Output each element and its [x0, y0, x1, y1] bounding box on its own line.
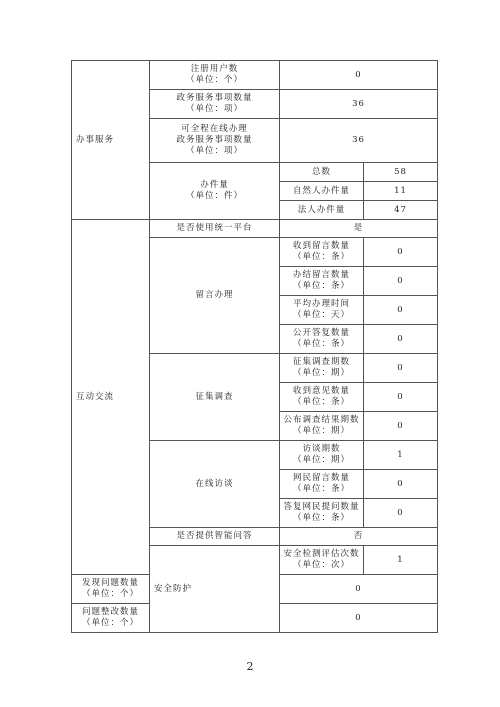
section-title-gov-services: 办事服务	[72, 61, 150, 220]
handled-legal-label: 法人办件量	[280, 201, 364, 220]
interview-periods-label: 访谈期数 （单位：期）	[280, 441, 364, 470]
unified-platform-value: 是	[280, 220, 438, 238]
handled-natural-value: 11	[364, 182, 438, 201]
survey-label: 征集调查	[150, 354, 280, 441]
messages-received-label: 收到留言数量 （单位：条）	[280, 238, 364, 267]
smart-qa-label: 是否提供智能问答	[150, 528, 280, 546]
messages-closed-value: 0	[364, 267, 438, 296]
service-items-value: 36	[280, 90, 438, 119]
online-items-label: 可全程在线办理 政务服务事项数量 （单位：项）	[150, 119, 280, 163]
registered-users-value: 0	[280, 61, 438, 90]
messages-received-value: 0	[364, 238, 438, 267]
handled-total-value: 58	[364, 163, 438, 182]
survey-opinions-value: 0	[364, 383, 438, 412]
survey-results-value: 0	[364, 412, 438, 441]
statistics-table	[71, 60, 438, 633]
survey-opinions-label: 收到意见数量 （单位：条）	[280, 383, 364, 412]
page-number: 2	[246, 660, 254, 673]
messages-closed-label: 办结留言数量 （单位：条）	[280, 267, 364, 296]
unified-platform-label: 是否使用统一平台	[150, 220, 280, 238]
interview-answers-label: 答复网民提问数量 （单位：条）	[280, 499, 364, 528]
handled-label: 办件量 （单位：件）	[150, 163, 280, 220]
interview-answers-value: 0	[364, 499, 438, 528]
messages-public-replies-label: 公开答复数量 （单位：条）	[280, 325, 364, 354]
survey-results-label: 公布调查结果期数 （单位：期）	[280, 412, 364, 441]
issues-found-label: 发现问题数量 （单位：个）	[72, 575, 150, 604]
service-items-label: 政务服务事项数量 （单位：项）	[150, 90, 280, 119]
messages-avg-time-label: 平均办理时间 （单位：天）	[280, 296, 364, 325]
survey-periods-label: 征集调查期数 （单位：期）	[280, 354, 364, 383]
handled-natural-label: 自然人办件量	[280, 182, 364, 201]
registered-users-label: 注册用户数 （单位：个）	[150, 61, 280, 90]
interview-label: 在线访谈	[150, 441, 280, 528]
interview-messages-label: 网民留言数量 （单位：条）	[280, 470, 364, 499]
issues-found-value: 0	[280, 575, 438, 604]
assessments-value: 1	[364, 546, 438, 575]
online-items-value: 36	[280, 119, 438, 163]
survey-periods-value: 0	[364, 354, 438, 383]
interview-messages-value: 0	[364, 470, 438, 499]
section-title-security: 安全防护	[150, 546, 280, 633]
issues-fixed-label: 问题整改数量 （单位：个）	[72, 604, 150, 633]
interview-periods-value: 1	[364, 441, 438, 470]
smart-qa-value: 否	[280, 528, 438, 546]
issues-fixed-value: 0	[280, 604, 438, 633]
section-title-interaction: 互动交流	[72, 220, 150, 575]
assessments-label: 安全检测评估次数 （单位：次）	[280, 546, 364, 575]
handled-legal-value: 47	[364, 201, 438, 220]
messages-avg-time-value: 0	[364, 296, 438, 325]
messages-public-replies-value: 0	[364, 325, 438, 354]
handled-total-label: 总数	[280, 163, 364, 182]
messages-label: 留言办理	[150, 238, 280, 354]
